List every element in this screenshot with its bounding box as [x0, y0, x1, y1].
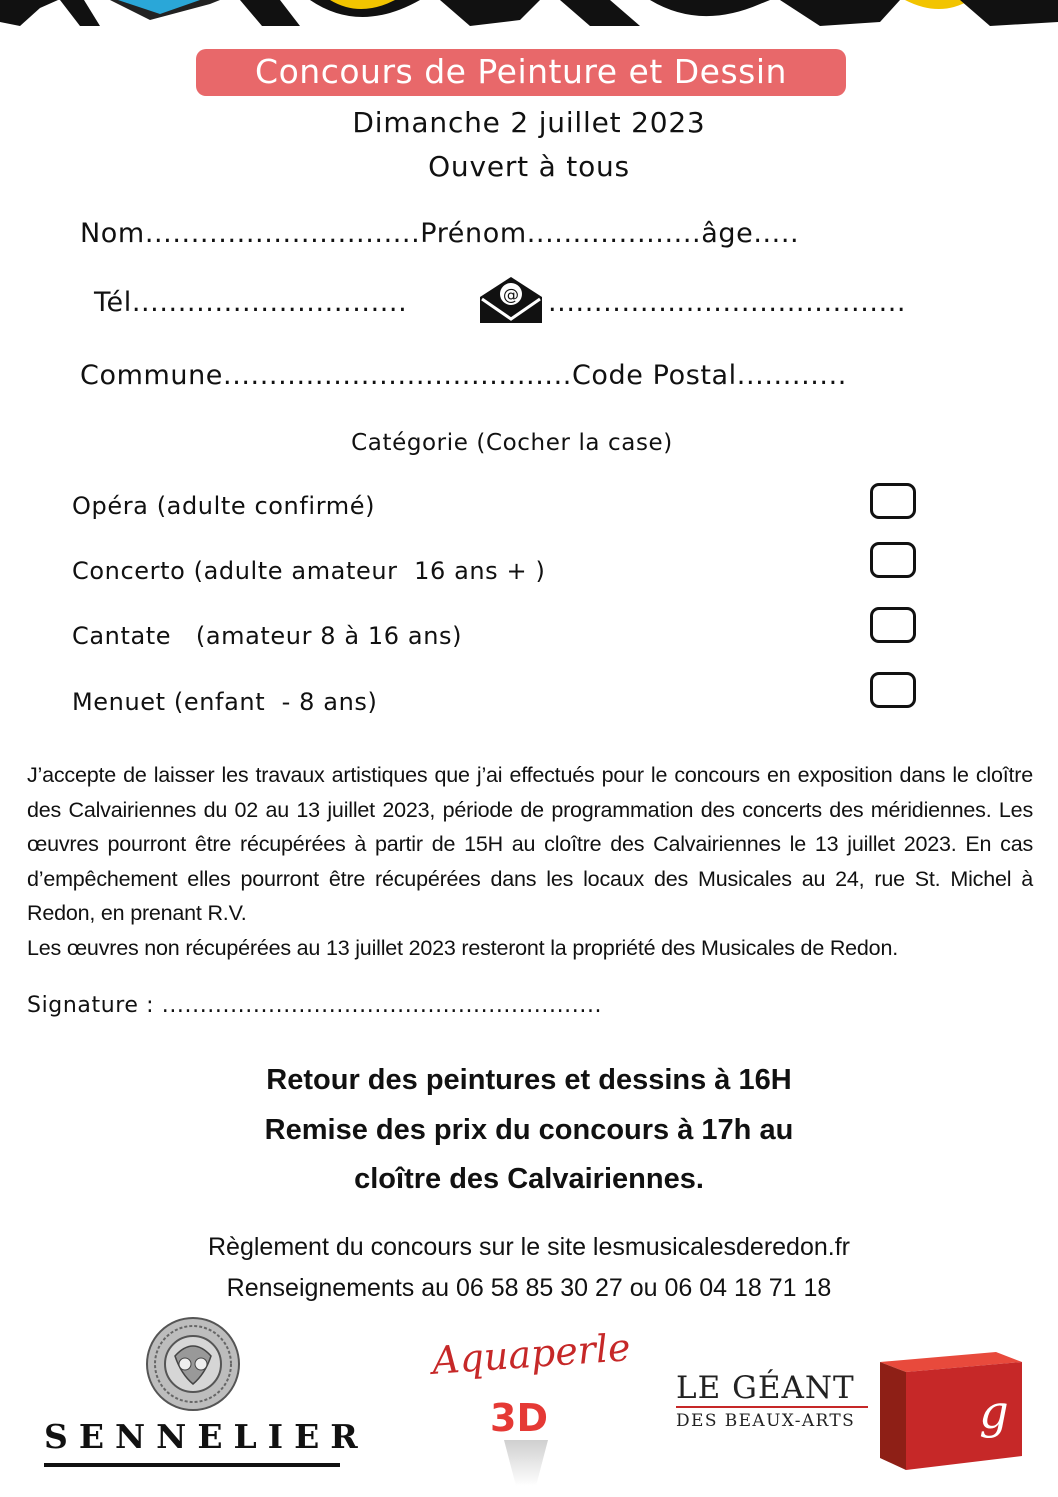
sennelier-logo-text: SENNELIER [44, 1417, 369, 1456]
geant-logo-line2: DES BEAUX-ARTS [676, 1411, 856, 1431]
phone-field-line[interactable]: Tél.............................. [94, 287, 408, 318]
notice-line: Retour des peintures et dessins à 16H [266, 1064, 792, 1096]
category-label-opera: Opéra (adulte confirmé) [72, 492, 376, 520]
conditions-paragraph: J’accepte de laisser les travaux artistiques que j’ai effectués pour le concours en exposition dans le cloître des Calvairiennes du 02 au 13 juillet 2023, période de programmation des concerts des méridiennes. Les œuvres pourront être récupérées à partir de 15H au cloître des Calvairiennes le 13 juillet 2023. En cas d’empêchement elles pourront être récupérées dans les locaux des Musicales au 24, rue St. Michel à Redon, en prenant R.V. [27, 763, 1033, 925]
envelope-at-icon [478, 275, 544, 327]
category-label-menuet: Menuet (enfant - 8 ans) [72, 688, 378, 716]
aquaperle-shadow-shape [500, 1440, 552, 1486]
sennelier-underline [44, 1463, 340, 1467]
geant-cube-logo [876, 1348, 1024, 1470]
conditions-text [27, 758, 1033, 965]
sennelier-seal-icon [145, 1316, 241, 1412]
geant-logo-line1: LE GÉANT [676, 1370, 855, 1406]
category-label-cantate: Cantate (amateur 8 à 16 ans) [72, 622, 463, 650]
checkbox-menuet[interactable] [870, 672, 916, 708]
aquaperle-logo-text: Aquaperle [430, 1325, 632, 1383]
notice-line: cloître des Calvairiennes. [354, 1163, 704, 1195]
notice-line: Remise des prix du concours à 17h au [264, 1114, 794, 1146]
aquaperle-3d-text: 3D [490, 1396, 548, 1440]
geant-letter: g [979, 1385, 1009, 1439]
signature-line[interactable]: Signature : .......................................................... [27, 993, 603, 1018]
page-title: Concours de Peinture et Dessin [196, 49, 846, 96]
commune-field-line[interactable]: Commune......................................Code Postal............ [80, 360, 847, 391]
decorative-banner [0, 0, 1058, 30]
geant-divider [676, 1406, 868, 1408]
email-field-line[interactable]: ....................................... [548, 287, 907, 318]
checkbox-opera[interactable] [870, 483, 916, 519]
contact-info: Renseignements au 06 58 85 30 27 ou 06 04 18 71 18 [226, 1274, 832, 1302]
name-field-line[interactable]: Nom..............................Prénom...................âge..... [80, 218, 800, 249]
category-title: Catégorie (Cocher la case) [351, 430, 673, 456]
checkbox-concerto[interactable] [870, 542, 916, 578]
category-label-concerto: Concerto (adulte amateur 16 ans + ) [72, 557, 546, 585]
event-date: Dimanche 2 juillet 2023 [352, 106, 706, 139]
rules-info: Règlement du concours sur le site lesmusicalesderedon.fr [208, 1233, 850, 1261]
event-subtitle: Ouvert à tous [428, 150, 630, 183]
conditions-paragraph: Les œuvres non récupérées au 13 juillet 2023 resteront la propriété des Musicales de Redon. [27, 935, 898, 960]
svg-text:@: @ [503, 285, 519, 304]
checkbox-cantate[interactable] [870, 607, 916, 643]
